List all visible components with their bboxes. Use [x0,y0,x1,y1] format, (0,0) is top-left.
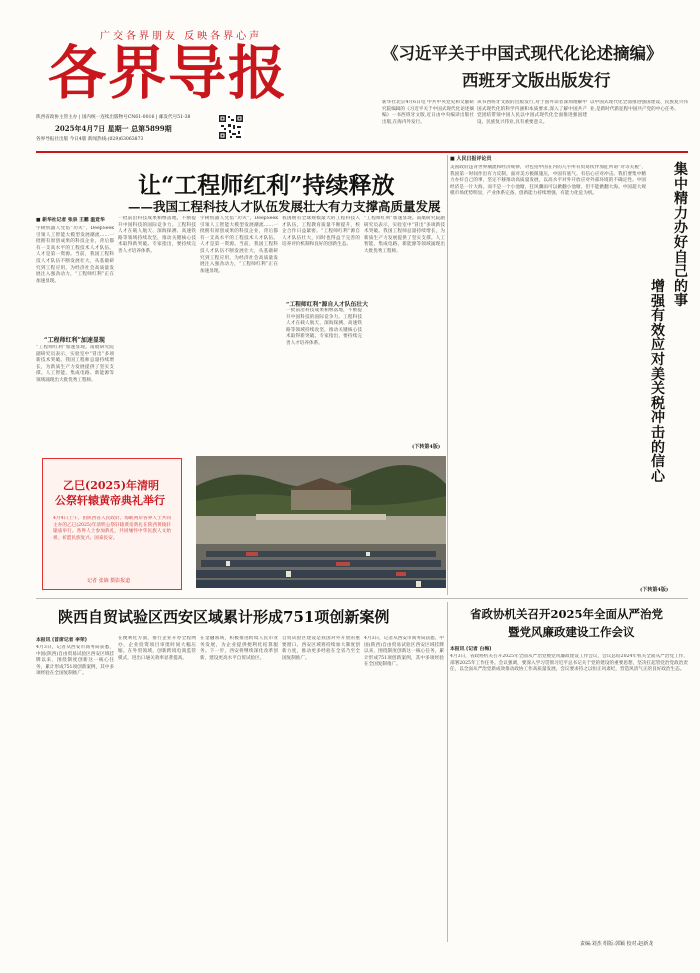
issue-date: 2025年4月7日 星期一 总第5899期 [55,124,172,133]
qr-code [218,114,244,140]
bottom-right-body: 4月3日，省政协机关召开2025年全面从严治党暨党风廉政建设工作会议，会议总结2024年机关全面从严治党工作，部署2025年工作任务。会议强调，要深入学习贯彻习近平总书记关于党的建设的重要思想，坚决扛起管党治党政治责任，以全面从严治党新成效推动政协工作高质量发展。会议要求持之以恒正风肃纪，营造风清气正的良好政治生态。 [450,654,688,673]
bottom-left-col-5: 4月3日，记者从西安市商务局获悉，中国(陕西)自由贸易试验区西安区域挂牌以来，围绕制度创新这一核心任务，累计形成751项创新案例，其中多项经验在全国复制推广。 [364,636,444,668]
rule-lead-right [447,155,448,595]
bottom-right-headline-2: 暨党风廉政建设工作会议 [508,625,635,639]
bottom-right-byline: 本报讯 (记者 白梅) [450,647,492,652]
rule-mid [36,598,688,599]
commentary-label: ■ 人民日报评论员 [450,156,492,162]
masthead-slogan: 广交各界朋友 反映各界心声 [100,31,263,42]
lead-section-2: “工程师红利”源自人才队伍壮大 [286,299,368,308]
bottom-left-byline: 本报讯 (首席记者 李荣) [36,638,87,643]
ceremony-photo [196,456,446,588]
top-feature-headline-2: 西班牙文版出版发行 [462,71,611,90]
lead-col-1b: “工程师红利”加速显现。南航研究院副研究员表示，实验室中“冒出”多项新技术突破。我国工程师总量持续增长，为新质生产力发展提供了坚实支撑。人工智能、集成电路、新能源等领域涌现出大批优秀工程师。 [36,345,114,383]
top-feature-headline-1: 《习近平关于中国式现代化论述摘编》 [382,44,663,63]
poem-body: 4月4日上午，由陕西省人民政府、海峡两岸各界人士共同主办的乙巳(2025)年清明公祭轩辕黄帝典礼在陕西黄陵轩辕庙举行。各界人士参加典礼，共同缅怀中华民族人文始祖，祈愿民族复兴、国泰民安。 [53,516,171,541]
lead-headline: 让“工程师红利”持续释放 [138,172,395,199]
masthead-info-line2: 各界导报社出版 今日4版 新闻热线:(029)63063873 [36,137,144,142]
bottom-left-col-4: 自贸试验区建设是我国对外开放的重要窗口。西安区域将持续加大制度创新力度，推动更多经验在全省乃至全国复制推广。 [282,636,360,661]
poem-credit: 记者 张镝 摄影报道 [87,578,131,584]
commentary-headline-2: 增强有效应对美关税冲击的信心 [651,279,665,485]
bottom-left-headline: 陕西自贸试验区西安区域累计形成751项创新案例 [58,608,390,626]
bottom-left-col-3: 在金融领域，积极推进跨境人民币业务发展，为企业提供便利化结算服务。下一步，西安将继续深化改革创新，建设更高水平自贸试验区。 [200,636,278,661]
bottom-left-col-2: 在便利化方面，推行企业开办全程网办，企业投资项目审批时间大幅压缩。在外贸领域，创新跨境电商监管模式，进出口通关效率显著提高。 [118,636,196,661]
commentary-headline-1: 集中精力办好自己的事 [674,162,688,310]
bottom-left-col-1: 4月3日，记者从西安市商务局获悉，中国(陕西)自由贸易试验区西安区域挂牌以来，围绕制度创新这一核心任务，累计形成751项创新案例，其中多项经验在全国复制推广。 [36,645,114,677]
lead-byline: ■ 新华社记者 张泉 王鹏 温竞华 [36,218,105,223]
top-feature-body-2: 该书西班牙文版的出版发行,对于国外读者深刻理解中国式现代化的科学内涵和本质要求,深入了解中国共产党团结带领中国人民以中国式现代化全面推进强国建设、民族复兴伟业,具有重要意义。 [477,100,587,125]
masthead-rule [36,151,688,153]
poem-box [42,458,182,590]
lead-col-2: 一批前沿科技成果相继落地，不断提升中国科技的国际竞争力。工程科技人才在载人航天、深海探测、高速铁路等领域持续攻坚，推动关键核心技术取得新突破。专家指出，要持续完善人才培养体系。 [118,216,196,254]
rule-bottom-mid [447,602,448,942]
commentary-body: 美国政府违背世界潮流和经济规律，对包括中国在内的几乎所有贸易伙伴加征所谓“对等关税”，我国第一时间作出有力反制。面对美方极限施压，中国有底气、有信心应对冲击。我们要集中精力办好自己的事，坚定不移推动高质量发展，以高水平对外开放应对外部环境的不确定性。中国经济是一片大海，而不是一个小池塘，狂风骤雨可以掀翻小池塘，但不能掀翻大海。中国超大规模市场优势明显，产业体系完备，创新能力持续增强，有能力化危为机。 [450,165,646,197]
masthead-info-line1: 陕西省政协主管主办 | 国内统一连续出版物号CN61-0016 | 邮发代号51-38 [36,115,191,120]
lead-col-1: 宇树机器人凭借“功夫”，DeepSeek引领人工智能大模型发展潮流……一批拥有原创成果的科技企业，背后都有一支高水平的工程技术人才队伍。人才是第一资源。当前，我国工程科技人才队伍不断发展壮大，从基础研究到工程应用，为经济社会高质量发展注入强劲动力，“工程师红利”正在加速显现。 [36,226,114,284]
lead-subheadline: ——我国工程科技人才队伍发展壮大有力支撑高质量发展 [128,199,441,214]
lead-continued: (下转第4版) [412,444,441,450]
lead-col-4: 我国拥有全球规模最大的工程科技人才队伍，工程教育质量不断提升，校企合作日益紧密。“工程师红利”源自人才队伍壮大，同时也得益于完善的培养评价机制和良好的创新生态。 [282,216,360,248]
lead-section-1: “工程师红利”加速显现 [44,337,105,344]
top-feature-body-3: 以中国式现代化全面推进强国建设、民族复兴伟业,是新时代新征程中国共产党的中心任务。 [590,100,688,112]
lead-col-6: 一批前沿科技成果相继落地，不断提升中国科技的国际竞争力。工程科技人才在载人航天、深海探测、高速铁路等领域持续攻坚，推动关键核心技术取得新突破。专家指出，要持续完善人才培养体系。 [286,308,362,346]
poem-title-1: 乙巳(2025)年清明 [63,479,160,492]
masthead-title: 各界导报 [48,39,289,107]
page-footer-credits: 责编:刘杰 组版:郭颖 校对:赵新龙 [580,941,654,947]
bottom-right-headline-1: 省政协机关召开2025年全面从严治党 [470,607,664,621]
lead-col-5: “工程师红利”加速显现。南航研究院副研究员表示，实验室中“冒出”多项新技术突破。我国工程师总量持续增长，为新质生产力发展提供了坚实支撑。人工智能、集成电路、新能源等领域涌现出大批优秀工程师。 [364,216,445,254]
poem-title-2: 公祭轩辕黄帝典礼举行 [55,494,165,507]
commentary-continued: (下转第4版) [640,587,669,593]
top-feature-body-1: 新华社北京4月6日电 中共中央党史和文献研究院编辑的《习近平关于中国式现代化论述摘编》一书西班牙文版,近日由中央编译出版社出版,在海内外发行。 [382,100,474,125]
lead-col-3: 宇树机器人凭借“功夫”，DeepSeek引领人工智能大模型发展潮流……一批拥有原创成果的科技企业，背后都有一支高水平的工程技术人才队伍。人才是第一资源。当前，我国工程科技人才队伍不断发展壮大，从基础研究到工程应用，为经济社会高质量发展注入强劲动力，“工程师红利”正在加速显现。 [200,216,278,274]
